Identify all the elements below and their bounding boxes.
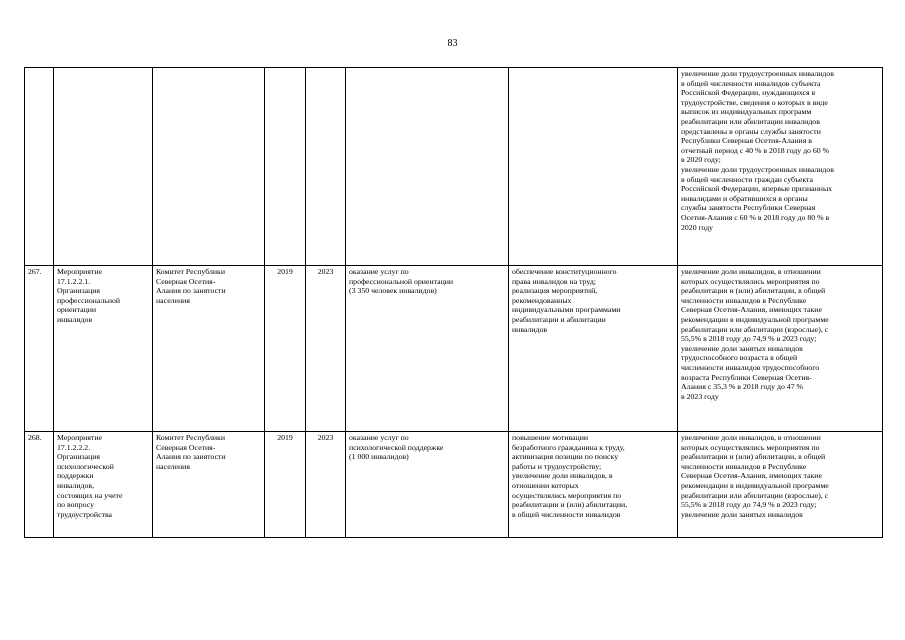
cell-line: профессиональной ориентации xyxy=(349,276,454,286)
cell-content xyxy=(346,432,509,538)
cell-line: оказание услуг по xyxy=(349,267,409,276)
cell-line: инвалидов xyxy=(512,324,548,334)
cell-line: 17.1.2.2.1. xyxy=(57,276,91,286)
cell-executor xyxy=(153,432,265,538)
cell-line: в общей численности инвалидов субъекта xyxy=(681,78,821,88)
cell-event xyxy=(54,68,153,266)
cell-line: возраста Республики Северная Осетия- xyxy=(681,372,812,382)
cell-line: Мероприятие xyxy=(57,267,102,276)
cell-line: безработного гражданина к труду, xyxy=(512,442,625,452)
cell-line: Алания по занятости xyxy=(156,286,226,296)
cell-end-year xyxy=(306,432,346,538)
table-row xyxy=(25,266,883,432)
cell-line: отношении которых xyxy=(512,480,579,490)
cell-event xyxy=(54,432,153,538)
cell-line: реабилитации и (или) абилитации, xyxy=(512,500,628,510)
cell-line: Алания с 35,3 % в 2018 году до 47 % xyxy=(681,382,804,392)
cell-indicators xyxy=(678,432,883,538)
measures-table xyxy=(24,67,883,538)
cell-end-year xyxy=(306,266,346,432)
cell-line: реабилитации и (или) абилитации, в общей xyxy=(681,452,826,462)
cell-line: оказание услуг по xyxy=(349,433,409,442)
cell-text: 2019 xyxy=(277,433,293,442)
cell-line: трудоспособного возраста в общей xyxy=(681,353,798,363)
cell-start-year xyxy=(265,68,306,266)
cell-number xyxy=(25,266,54,432)
cell-line: реабилитации или абилитации инвалидов xyxy=(681,116,820,126)
cell-line: рекомендованных xyxy=(512,295,572,305)
cell-number xyxy=(25,68,54,266)
cell-line: увеличение доли трудоустроенных инвалидов xyxy=(681,164,834,174)
cell-line: в 2023 году xyxy=(681,391,719,401)
cell-line: увеличение доли инвалидов, в отношении xyxy=(681,267,821,276)
cell-line: 17.1.2.2.2. xyxy=(57,442,91,452)
table-row xyxy=(25,68,883,266)
cell-text: 267. xyxy=(28,267,42,276)
cell-line: состоящих на учете xyxy=(57,490,123,500)
cell-line: реабилитации или абилитации (взрослые), с xyxy=(681,324,829,334)
cell-line: реабилитации и (или) абилитации, в общей xyxy=(681,286,826,296)
cell-line: работы и трудоустройству; xyxy=(512,461,602,471)
cell-line: профессиональной xyxy=(57,295,121,305)
cell-content xyxy=(346,68,509,266)
cell-line: населения xyxy=(156,461,190,471)
cell-line: в 2020 году; xyxy=(681,155,721,165)
cell-line: реабилитации и абилитации xyxy=(512,314,606,324)
cell-line: Алания по занятости xyxy=(156,452,226,462)
cell-start-year xyxy=(265,266,306,432)
cell-text: 2023 xyxy=(317,267,334,276)
cell-results xyxy=(509,432,678,538)
cell-line: численности инвалидов трудоспособного xyxy=(681,362,820,372)
cell-line: инвалидами и обратившихся в органы xyxy=(681,193,808,203)
cell-line: Российской Федерации, впервые признанных xyxy=(681,184,833,194)
cell-line: службы занятости Республики Северная xyxy=(681,203,816,213)
cell-indicators xyxy=(678,266,883,432)
cell-line: рекомендации в индивидуальной программе xyxy=(681,480,829,490)
cell-line: трудоустройстве, сведения о которых в виде xyxy=(681,97,828,107)
cell-end-year xyxy=(306,68,346,266)
cell-line: населения xyxy=(156,295,190,305)
cell-text: 2023 xyxy=(317,433,334,442)
table-row xyxy=(25,432,883,538)
cell-line: Российской Федерации, нуждающихся в xyxy=(681,88,816,98)
cell-line: Северная Осетия- xyxy=(156,276,216,286)
cell-number xyxy=(25,432,54,538)
cell-line: численности инвалидов в Республике xyxy=(681,461,807,471)
cell-line: Осетия-Алания с 60 % в 2018 году до 80 % в xyxy=(681,212,830,222)
cell-line: Комитет Республики xyxy=(156,267,226,276)
cell-line: Организация xyxy=(57,286,101,296)
cell-line: осуществлялись мероприятия по xyxy=(512,490,622,500)
cell-executor xyxy=(153,266,265,432)
cell-line: 55,5% в 2018 году до 74,9 % в 2023 году; xyxy=(681,500,817,510)
cell-line: (3 350 человек инвалидов) xyxy=(349,286,437,296)
cell-line: Организация xyxy=(57,452,101,462)
cell-line: индивидуальными программами xyxy=(512,305,621,315)
cell-line: (1 000 инвалидов) xyxy=(349,452,409,462)
cell-line: которых осуществлялись мероприятия по xyxy=(681,442,820,452)
cell-results xyxy=(509,266,678,432)
cell-line: Комитет Республики xyxy=(156,433,226,442)
cell-line: увеличение доли занятых инвалидов xyxy=(681,343,803,353)
cell-line: 2020 году xyxy=(681,222,714,232)
cell-line: трудоустройства xyxy=(57,509,113,519)
cell-line: Северная Осетия-Алания, имеющих такие xyxy=(681,471,822,481)
cell-executor xyxy=(153,68,265,266)
cell-line: реабилитации или абилитации (взрослые), с xyxy=(681,490,829,500)
cell-line: которых осуществлялись мероприятия по xyxy=(681,276,820,286)
cell-line: Мероприятие xyxy=(57,433,102,442)
cell-line: Республики Северная Осетия-Алания в xyxy=(681,136,812,146)
cell-results xyxy=(509,68,678,266)
cell-line: численности инвалидов в Республике xyxy=(681,295,807,305)
cell-line: 55,5% в 2018 году до 74,9 % в 2023 году; xyxy=(681,334,817,344)
page-number: 83 xyxy=(447,38,458,49)
cell-text: 2019 xyxy=(277,267,293,276)
cell-line: Северная Осетия-Алания, имеющих такие xyxy=(681,305,822,315)
cell-content xyxy=(346,266,509,432)
cell-line: увеличение доли инвалидов, в xyxy=(512,471,613,481)
cell-line: инвалидов, xyxy=(57,480,95,490)
cell-event xyxy=(54,266,153,432)
cell-line: представлены в органы службы занятости xyxy=(681,126,821,136)
cell-line: в общей численности граждан субъекта xyxy=(681,174,813,184)
cell-line: психологической xyxy=(57,461,114,471)
cell-line: по вопросу xyxy=(57,500,94,510)
cell-line: ориентации xyxy=(57,305,97,315)
cell-line: обеспечение конституционного xyxy=(512,267,617,276)
cell-start-year xyxy=(265,432,306,538)
cell-line: увеличение доли занятых инвалидов xyxy=(681,509,803,519)
cell-line: права инвалидов на труд; xyxy=(512,276,596,286)
cell-line: увеличение доли трудоустроенных инвалидов xyxy=(681,69,834,78)
cell-line: выписок из индивидуальных программ xyxy=(681,107,812,117)
cell-line: в общей численности инвалидов xyxy=(512,509,621,519)
cell-line: инвалидов xyxy=(57,314,93,324)
cell-line: рекомендации в индивидуальной программе xyxy=(681,314,829,324)
cell-line: увеличение доли инвалидов, в отношении xyxy=(681,433,821,442)
cell-indicators xyxy=(678,68,883,266)
cell-line: психологической поддержке xyxy=(349,442,444,452)
cell-line: отчетный период с 40 % в 2018 году до 60 % xyxy=(681,145,830,155)
cell-line: реализация мероприятий, xyxy=(512,286,598,296)
cell-line: поддержки xyxy=(57,471,94,481)
cell-text: 268. xyxy=(28,433,42,442)
cell-line: активизация позиции по поиску xyxy=(512,452,619,462)
cell-line: повышение мотивации xyxy=(512,433,589,442)
cell-line: Северная Осетия- xyxy=(156,442,216,452)
